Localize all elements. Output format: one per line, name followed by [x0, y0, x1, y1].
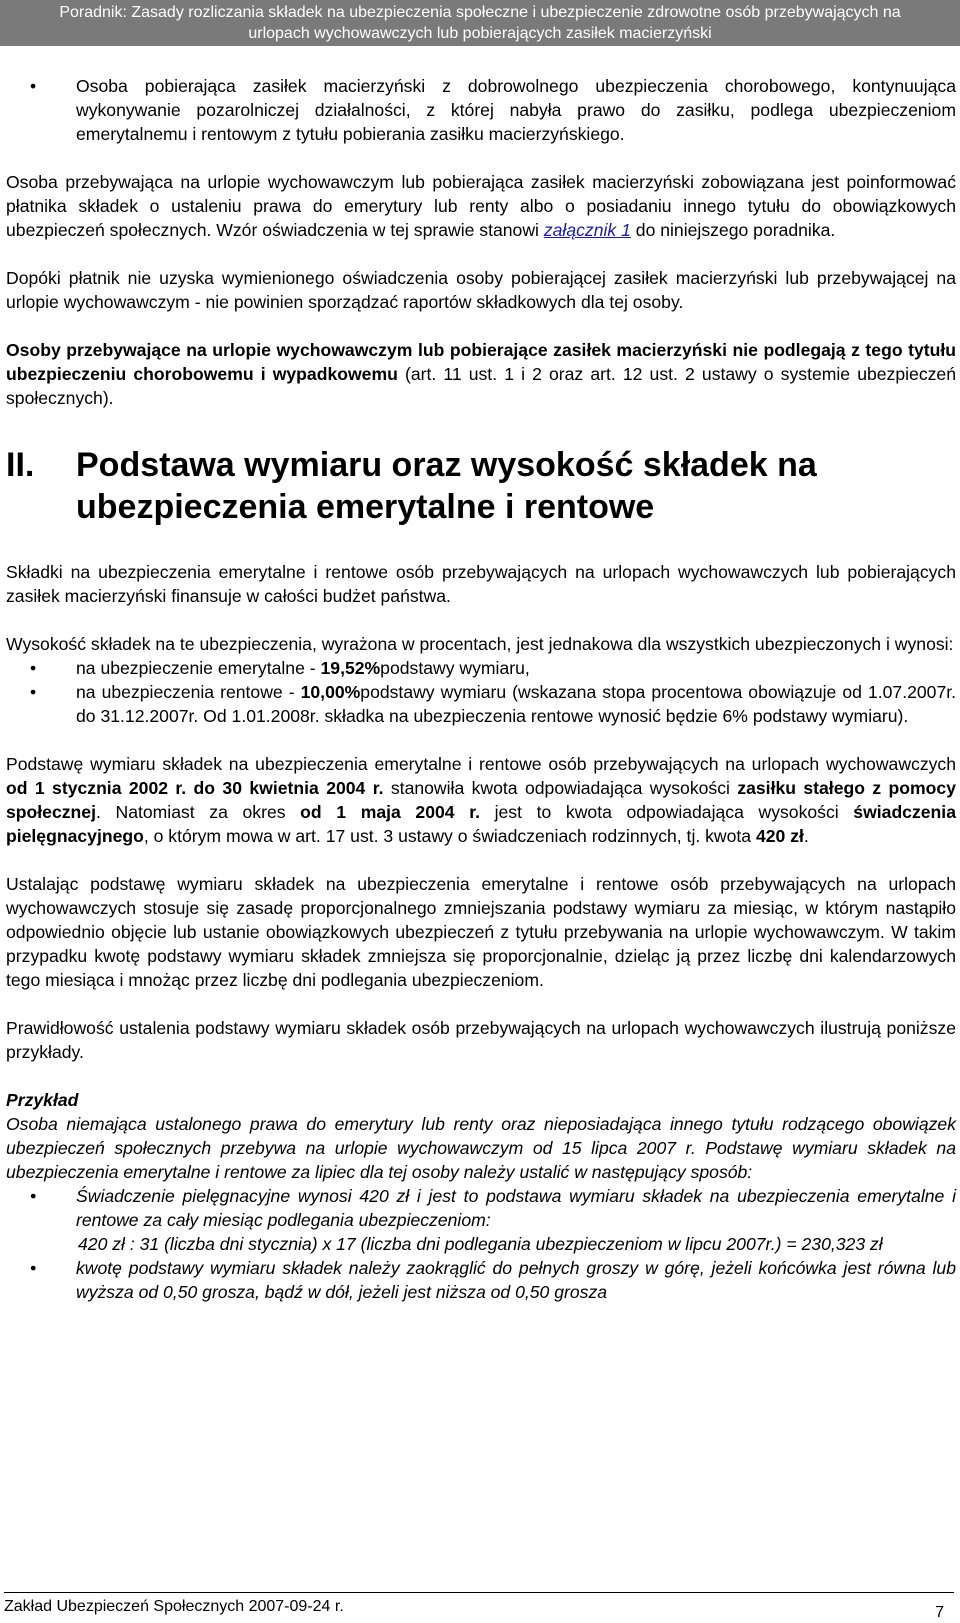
- section-number: II.: [6, 446, 35, 484]
- section-heading: [6, 444, 956, 528]
- rate-item-disability: • na ubezpieczenia rentowe - 10,00%podstawy wymiaru (wskazana stopa procentowa obowiązuje od 1.07.2007r. do 31.12.2007r. Od 1.01.2008r. składka na ubezpieczenia rentowe wynosić będzie 6% podstawy wymiaru).: [6, 680, 956, 728]
- attachment-link[interactable]: załącznik 1: [543, 220, 631, 240]
- example-text: Osoba niemająca ustalonego prawa do emerytury lub renty oraz nieposiadająca innego tytułu rodzącego obowiązek ubezpieczeń społecznych przebywa na urlopie wychowawczym od 15 lipca 2007 r. Podstawę wymiaru składek na ubezpieczenia emerytalne i rentowe za lipiec dla tej osoby należy ustalić w następujący sposób:: [6, 1114, 956, 1182]
- rate-item-pension: • na ubezpieczenie emerytalne - 19,52%podstawy wymiaru,: [6, 656, 956, 680]
- rates-list: [6, 656, 956, 728]
- example-bullet-1: • Świadczenie pielęgnacyjne wynosi 420 zł i jest to podstawa wymiaru składek na ubezpieczenia emerytalne i rentowe za cały miesiąc podlegania ubezpieczeniom: 420 zł : 31 (liczba dni stycznia) x 17 (liczba dni podlegania ubezpieczeniom w lipcu 2007r.) = 230,323 zł: [6, 1184, 956, 1256]
- paragraph-examples-intro: Prawidłowość ustalenia podstawy wymiaru składek osób przebywających na urlopach wychowawczych ilustrują poniższe przykłady.: [6, 1018, 956, 1062]
- top-bullet-list: [6, 74, 956, 146]
- paragraph-proportional: Ustalając podstawę wymiaru składek na ubezpieczenia emerytalne i rentowe osób przebywających na urlopach wychowawczych stosuje się zasadę proporcjonalnego zmniejszania podstawy wymiaru za miesiąc, w którym nastąpiło odpowiednio objęcie lub ustanie obowiązkowych ubezpieczeń z tytułu przebywania na urlopie wychowawczym. W takim przypadku kwotę podstawy wymiaru składek zmniejsza się proporcjonalnie, dzieląc ją przez liczbę dni kalendarzowych tego miesiąca i mnożąc przez liczbę dni podlegania ubezpieczeniom.: [6, 874, 956, 990]
- paragraph-not-subject: Osoby przebywające na urlopie wychowawczym lub pobierające zasiłek macierzyński nie podlegają z tego tytułu ubezpieczeniu chorobowemu i wypadkowemu (art. 11 ust. 1 i 2 oraz art. 12 ust. 2 ustawy o systemie ubezpieczeń społecznych).: [6, 340, 956, 408]
- example-block: [6, 1088, 956, 1304]
- document-body: [6, 74, 956, 1304]
- header-line-1: Poradnik: Zasady rozliczania składek na ubezpieczenia społeczne i ubezpieczenie zdrowotne osób przebywających na: [59, 4, 901, 21]
- paragraph-base-amount: Podstawę wymiaru składek na ubezpieczenia emerytalne i rentowe osób przebywających na urlopach wychowawczych od 1 stycznia 2002 r. do 30 kwietnia 2004 r. stanowiła kwota odpowiadająca wysokości zasiłku stałego z pomocy społecznej. Natomiast za okres od 1 maja 2004 r. jest to kwota odpowiadająca wysokości świadczenia pielęgnacyjnego, o którym mowa w art. 17 ust. 3 ustawy o świadczeniach rodzinnych, tj. kwota 420 zł.: [6, 754, 956, 846]
- page-footer: [4, 1592, 954, 1621]
- bullet-maternity-voluntary: • Osoba pobierająca zasiłek macierzyński z dobrowolnego ubezpieczenia chorobowego, kontynuująca wykonywanie pozarolniczej działalności, z której nabyła prawo do zasiłku, podlega ubezpieczeniom emerytalnemu i rentowym z tytułu pobierania zasiłku macierzyńskiego.: [6, 74, 956, 146]
- footer-text: Zakład Ubezpieczeń Społecznych 2007-09-24 r.: [4, 1598, 344, 1615]
- example-list: [6, 1184, 956, 1304]
- section-title: Podstawa wymiaru oraz wysokość składek na ubezpieczenia emerytalne i rentowe: [76, 446, 817, 526]
- example-heading: Przykład: [6, 1090, 79, 1110]
- page-number: 7: [935, 1604, 944, 1621]
- paragraph-notify-payer: Osoba przebywająca na urlopie wychowawczym lub pobierająca zasiłek macierzyński zobowiązana jest poinformować płatnika składek o ustaleniu prawa do emerytury lub renty albo o posiadaniu innego tytułu do obowiązkowych ubezpieczeń społecznych. Wzór oświadczenia w tej sprawie stanowi załącznik 1 do niniejszego poradnika.: [6, 172, 956, 240]
- paragraph-rates-intro: Wysokość składek na te ubezpieczenia, wyrażona w procentach, jest jednakowa dla wszystkich ubezpieczonych i wynosi:: [6, 634, 954, 654]
- example-bullet-2: • kwotę podstawy wymiaru składek należy zaokrąglić do pełnych groszy w górę, jeżeli końcówka jest równa lub wyższa od 0,50 grosza, bądź w dół, jeżeli jest niższa od 0,50 grosza: [6, 1256, 956, 1304]
- paragraph-no-reports: Dopóki płatnik nie uzyska wymienionego oświadczenia osoby pobierającej zasiłek macierzyński lub przebywającej na urlopie wychowawczym - nie powinien sporządzać raportów składkowych dla tej osoby.: [6, 268, 956, 312]
- page-header: [0, 0, 960, 46]
- header-line-2: urlopach wychowawczych lub pobierających zasiłek macierzyński: [248, 25, 712, 42]
- example-formula: 420 zł : 31 (liczba dni stycznia) x 17 (liczba dni podlegania ubezpieczeniom w lipcu 2007r.) = 230,323 zł: [78, 1234, 883, 1254]
- paragraph-financing: Składki na ubezpieczenia emerytalne i rentowe osób przebywających na urlopach wychowawczych lub pobierających zasiłek macierzyński finansuje w całości budżet państwa.: [6, 562, 956, 606]
